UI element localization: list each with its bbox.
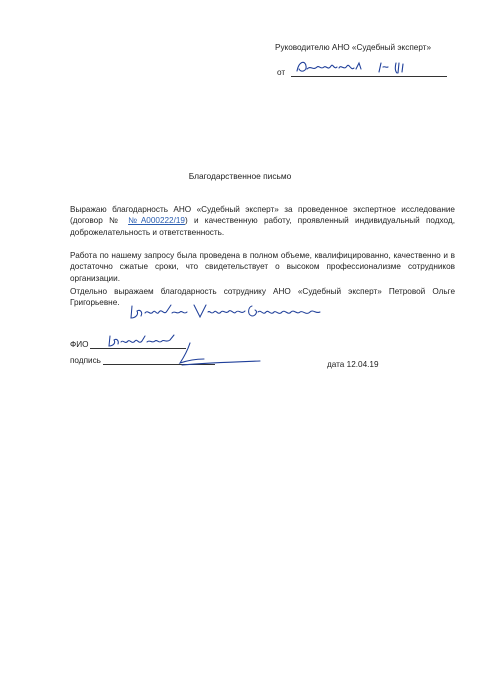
handwritten-sender-name — [293, 57, 443, 79]
signature-label: подпись — [70, 356, 101, 365]
paragraph-employee-thanks: Отдельно выражаем благодарность сотруднику АНО «Судебный эксперт» Петровой Ольге Григорьевне. — [70, 287, 455, 308]
addressee-line: Руководителю АНО «Судебный эксперт» — [275, 43, 431, 52]
signature-row — [70, 353, 220, 367]
paragraph-gratitude — [70, 204, 455, 238]
letter-title: Благодарственное письмо — [188, 171, 292, 181]
from-line — [277, 63, 447, 79]
paragraph-work-quality: Работа по нашему запросу была проведена в полном объеме, квалифицированно, качественно и в достаточно сжатые сроки, что свидетельствует о высоком профессионализме сотрудников организации. — [70, 251, 455, 283]
fio-label: ФИО — [70, 340, 89, 349]
fio-row — [70, 337, 190, 351]
handwritten-employee-name — [128, 300, 390, 324]
handwritten-signature — [174, 339, 284, 369]
contract-link[interactable]: №А000222/19 — [128, 216, 185, 226]
from-label: от — [277, 68, 286, 77]
paragraph-text-continued: ) и качественную работу, проявленный индивидуальный подход, доброжелательность и ответственность. — [70, 216, 455, 237]
date-label: дата 12.04.19 — [327, 360, 379, 369]
paragraph-text: Выражаю благодарность АНО «Судебный эксперт» за проведенное экспертное исследование (договор № — [70, 205, 455, 226]
